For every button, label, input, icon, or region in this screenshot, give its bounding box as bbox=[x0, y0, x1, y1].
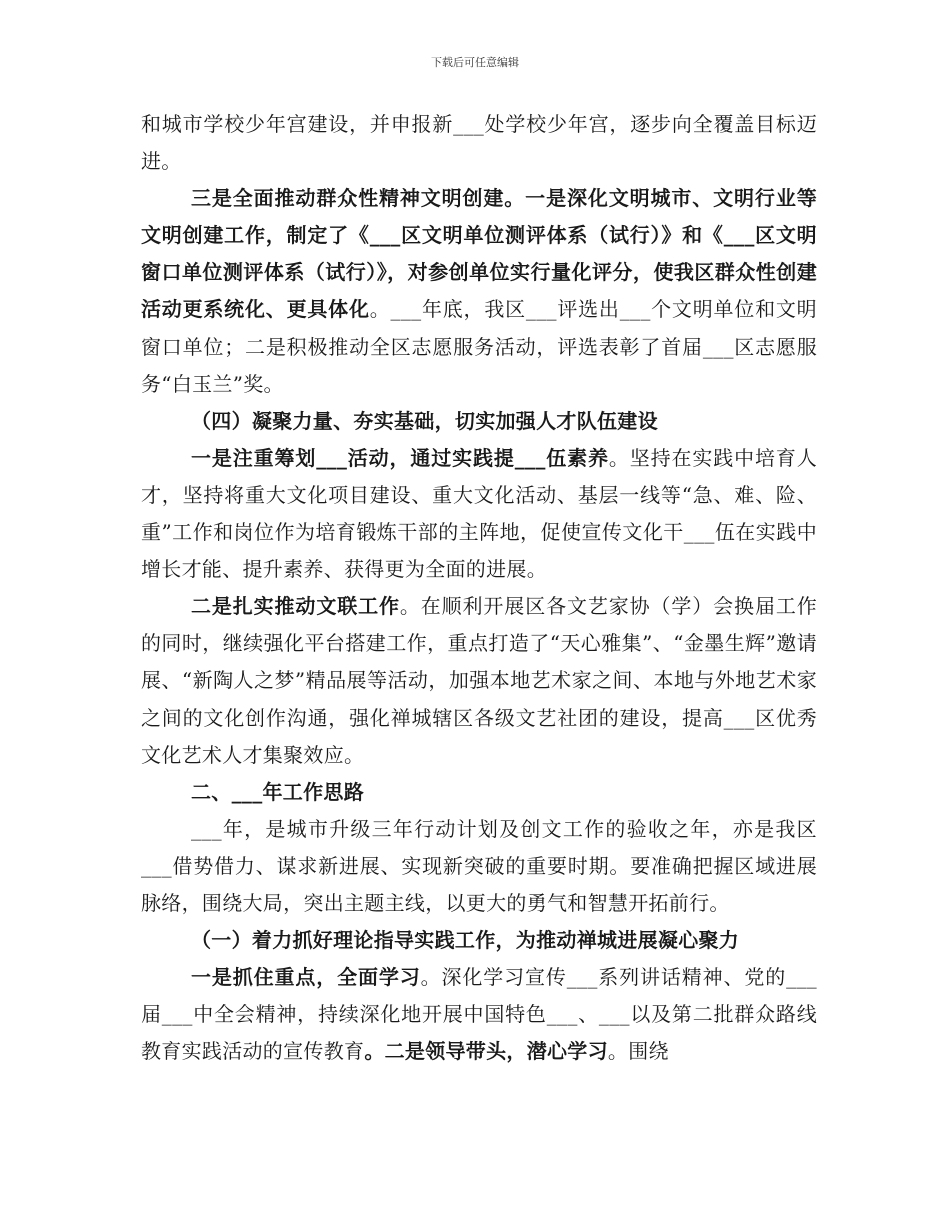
text-run: 。___年底，我区___评选出___个文明单位和文明窗口单位；二是积极推动全区志愿服务活动，评选表彰了首届___区志愿服务“白玉兰”奖。 bbox=[141, 297, 817, 396]
text-run-bold: 一是注重筹划___活动，通过实践提___伍素养 bbox=[191, 445, 609, 470]
paragraph-planning-activities bbox=[141, 440, 817, 588]
text-run-bold: 二、___年工作思路 bbox=[191, 779, 364, 804]
text-run: ___年，是城市升级三年行动计划及创文工作的验收之年，亦是我区___借势借力、谋求新进展、实现新突破的重要时期。要准确把握区域进展脉络，围绕大局，突出主题主线，以更大的勇气和智慧开拓前行。 bbox=[141, 816, 817, 915]
document-body bbox=[141, 106, 817, 1070]
text-run-bold: （四）凝聚力量、夯实基础，切实加强人才队伍建设 bbox=[191, 408, 658, 433]
text-run: 。深化学习宣传___系列讲话精神、党的___届___中全会精神，持续深化地开展中国特色___、___以及第二批群众路线教育实践活动的宣传教育 bbox=[141, 965, 817, 1064]
text-run-bold: 二是扎实推动文联工作 bbox=[191, 594, 400, 619]
paragraph-study bbox=[141, 959, 817, 1070]
text-run-bold: （一）着力抓好理论指导实践工作，为推动禅城进展凝心聚力 bbox=[191, 928, 740, 953]
paragraph-civilization-creation bbox=[141, 180, 817, 403]
text-run: 。围绕 bbox=[607, 1039, 669, 1064]
text-run: 和城市学校少年宫建设，并申报新___处学校少年宫，逐步向全覆盖目标迈进。 bbox=[141, 112, 817, 174]
text-run: 。在顺利开展区各文艺家协（学）会换届工作的同时，继续强化平台搭建工作，重点打造了“天心雅集”、“金墨生辉”邀请展、“新陶人之梦”精品展等活动，加强本地艺术家之间、本地与外地艺术家之间的文化创作沟通，强化禅城辖区各级文艺社团的建设，提高___区优秀文化艺术人才集聚效应。 bbox=[141, 594, 818, 767]
section-heading-work-plan bbox=[141, 774, 817, 811]
text-run-bold: 一是抓住重点，全面学习 bbox=[191, 965, 421, 990]
paragraph-year-overview bbox=[141, 811, 817, 922]
section-heading-theory-practice bbox=[141, 922, 817, 959]
paragraph-federation-work bbox=[141, 588, 817, 773]
section-heading-talent bbox=[141, 403, 817, 440]
text-run-bold: 三是全面推动群众性精神文明创建。一是深化文明城市、文明行业等文明创建工作，制定了《___区文明单位测评体系（试行）》和《___区文明窗口单位测评体系（试行）》，对参创单位实行量化评分，使我区群众性创建活动更系统化、更具体化 bbox=[141, 186, 817, 322]
text-run-bold: 。二是领导带头，潜心学习 bbox=[364, 1039, 608, 1064]
page-header: 下载后可任意编辑 bbox=[431, 56, 519, 69]
paragraph-continuation bbox=[141, 106, 817, 180]
text-run: 。坚持在实践中培育人才，坚持将重大文化项目建设、重大文化活动、基层一线等“急、难、险、重”工作和岗位作为培育锻炼干部的主阵地，促使宣传文化干___伍在实践中增长才能、提升素养、获得更为全面的进展。 bbox=[141, 445, 818, 582]
